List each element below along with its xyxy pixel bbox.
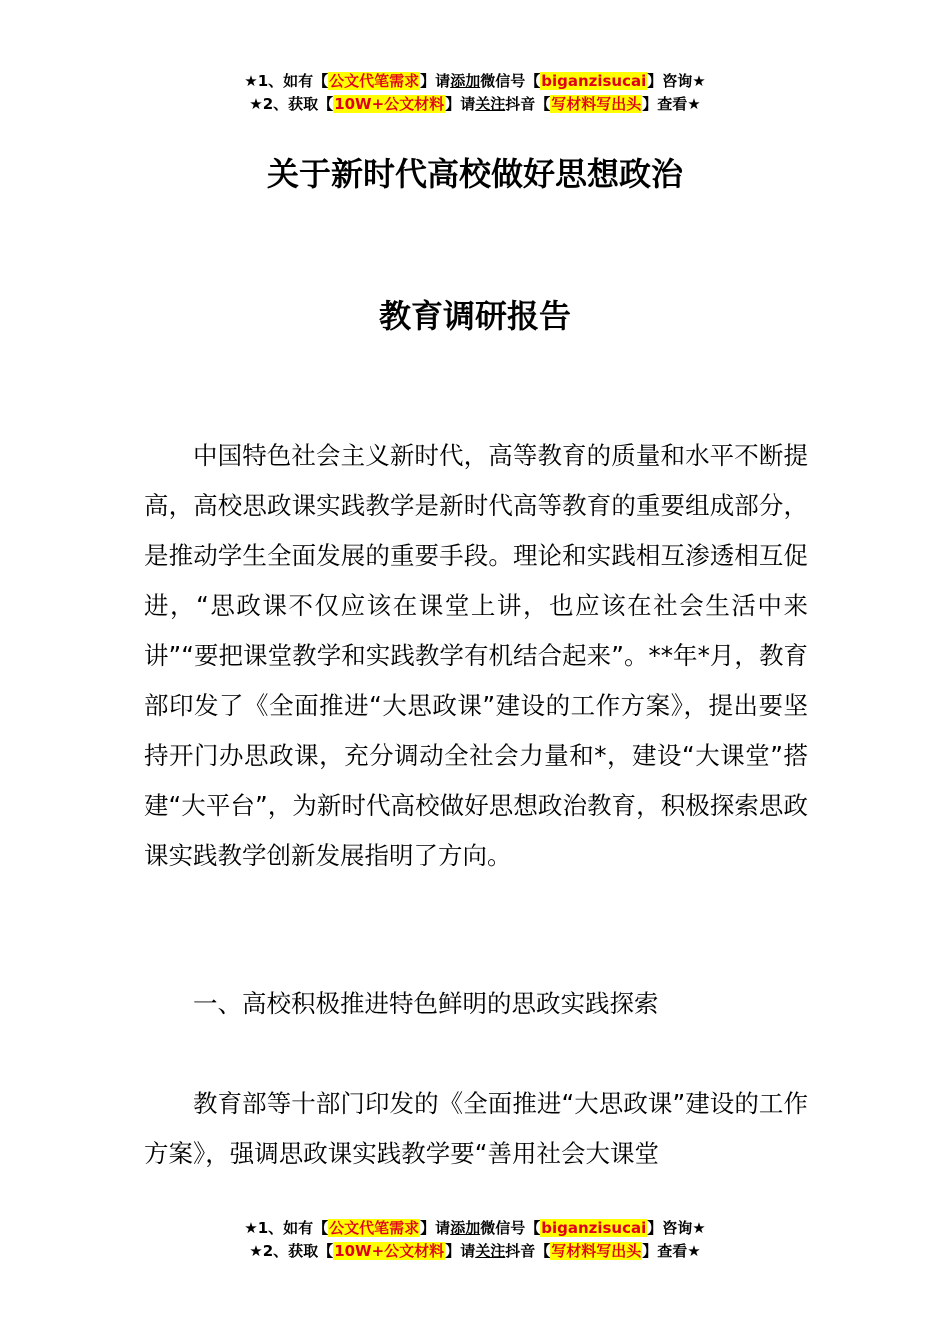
footer-banner: [0, 1217, 950, 1263]
banner-text: 微信号【: [480, 72, 541, 90]
banner-text: 微信号【: [480, 1219, 541, 1237]
banner-text: 抖音【: [505, 1242, 551, 1260]
banner-highlight: 10W+公文材料: [334, 95, 445, 113]
banner-underline: 关注: [475, 1242, 506, 1260]
banner-text: ★1、如有【: [244, 1219, 329, 1237]
document-title-line-1: 关于新时代高校做好思想政治: [266, 155, 683, 193]
banner-text: 】请: [420, 72, 451, 90]
banner-underline: 添加: [450, 72, 481, 90]
banner-highlight: 写材料写出头: [551, 1242, 642, 1260]
banner-line-1: [0, 70, 950, 93]
banner-line-1: [0, 1217, 950, 1240]
banner-underline: 添加: [450, 1219, 481, 1237]
body-paragraph-1: 中国特色社会主义新时代，高等教育的质量和水平不断提高，高校思政课实践教学是新时代高等教育的重要组成部分，是推动学生全面发展的重要手段。理论和实践相互渗透相互促进，“思政课不仅应该在课堂上讲，也应该在社会生活中来讲”“要把课堂教学和实践教学有机结合起来”。**年*月，教育部印发了《全面推进“大思政课”建设的工作方案》，提出要坚持开门办思政课，充分调动全社会力量和*，建设“大课堂”搭建“大平台”，为新时代高校做好思想政治教育，积极探索思政课实践教学创新发展指明了方向。: [144, 441, 808, 870]
banner-text: ★2、获取【: [249, 95, 334, 113]
banner-text: 】咨询★: [647, 72, 706, 90]
body-paragraph-2: 教育部等十部门印发的《全面推进“大思政课”建设的工作方案》，强调思政课实践教学要“善用社会大课堂: [144, 1089, 808, 1168]
banner-text: ★1、如有【: [244, 72, 329, 90]
document-title-line-2: 教育调研报告: [378, 297, 571, 335]
banner-text: 】查看★: [642, 95, 701, 113]
header-banner: [0, 70, 950, 116]
banner-highlight: biganzisucai: [541, 72, 647, 90]
banner-highlight: 公文代笔需求: [329, 1219, 420, 1237]
banner-highlight: biganzisucai: [541, 1219, 647, 1237]
banner-line-2: [0, 1240, 950, 1263]
banner-underline: 关注: [475, 95, 506, 113]
banner-text: ★2、获取【: [249, 1242, 334, 1260]
banner-text: 】查看★: [642, 1242, 701, 1260]
banner-text: 】咨询★: [647, 1219, 706, 1237]
banner-line-2: [0, 93, 950, 116]
banner-text: 】请: [445, 1242, 476, 1260]
banner-text: 抖音【: [505, 95, 551, 113]
banner-highlight: 10W+公文材料: [334, 1242, 445, 1260]
banner-highlight: 公文代笔需求: [329, 72, 420, 90]
banner-highlight: 写材料写出头: [551, 95, 642, 113]
banner-text: 】请: [445, 95, 476, 113]
banner-text: 】请: [420, 1219, 451, 1237]
section-heading-1: 一、高校积极推进特色鲜明的思政实践探索: [193, 989, 659, 1018]
